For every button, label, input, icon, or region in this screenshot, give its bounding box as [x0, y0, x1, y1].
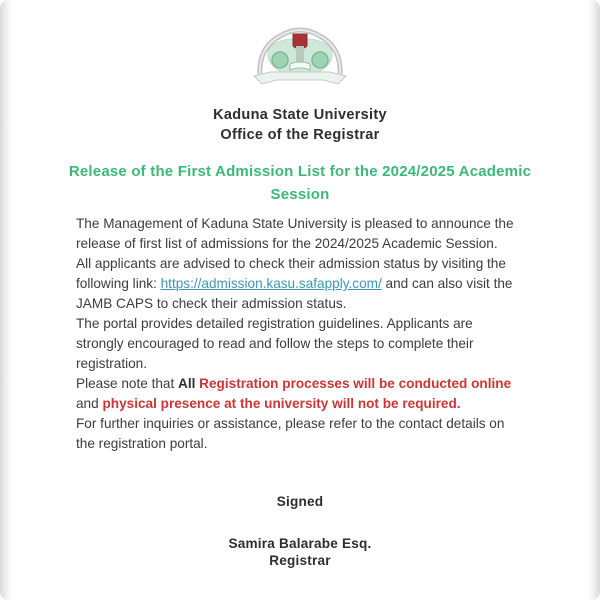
red-warning-text-2: physical presence at the university will not be required. — [102, 396, 461, 411]
paragraph-further-inquiries: For further inquiries or assistance, please refer to the contact details on the registration portal. — [76, 416, 505, 451]
emphasis-all: All — [178, 376, 196, 391]
admission-portal-link[interactable]: https://admission.kasu.safapply.com/ — [160, 276, 382, 291]
office-name: Office of the Registrar — [220, 127, 380, 143]
university-crest-icon — [246, 26, 354, 97]
letterhead — [0, 105, 600, 145]
paragraph-online-only-notice: Please note that All Registration processes will be conducted online and physical presence at the university will not be required. — [76, 376, 512, 411]
registrar-name: Samira Balarabe Esq. — [228, 536, 372, 551]
registrar-title: Registrar — [269, 553, 331, 568]
paragraph-check-status: All applicants are advised to check their admission status by visiting the following link: https://admission.kasu.safapply.com/ and can also visit the JAMB CAPS to check their admission status. — [76, 256, 513, 311]
paragraph-management-announcement: The Management of Kaduna State University is pleased to announce the release of first list of admissions for the 2024/2025 Academic Session. — [76, 216, 514, 251]
logo-container — [0, 26, 600, 97]
notice-body — [76, 214, 524, 454]
red-warning-text-1: Registration processes will be conducted online — [195, 376, 512, 391]
notice-title: Release of the First Admission List for the 2024/2025 Academic Session — [68, 163, 532, 203]
signed-label: Signed — [276, 494, 324, 509]
paragraph-portal-guidelines: The portal provides detailed registration guidelines. Applicants are strongly encouraged to read and follow the steps to complete their registration. — [76, 316, 474, 371]
university-name: Kaduna State University — [213, 107, 387, 123]
